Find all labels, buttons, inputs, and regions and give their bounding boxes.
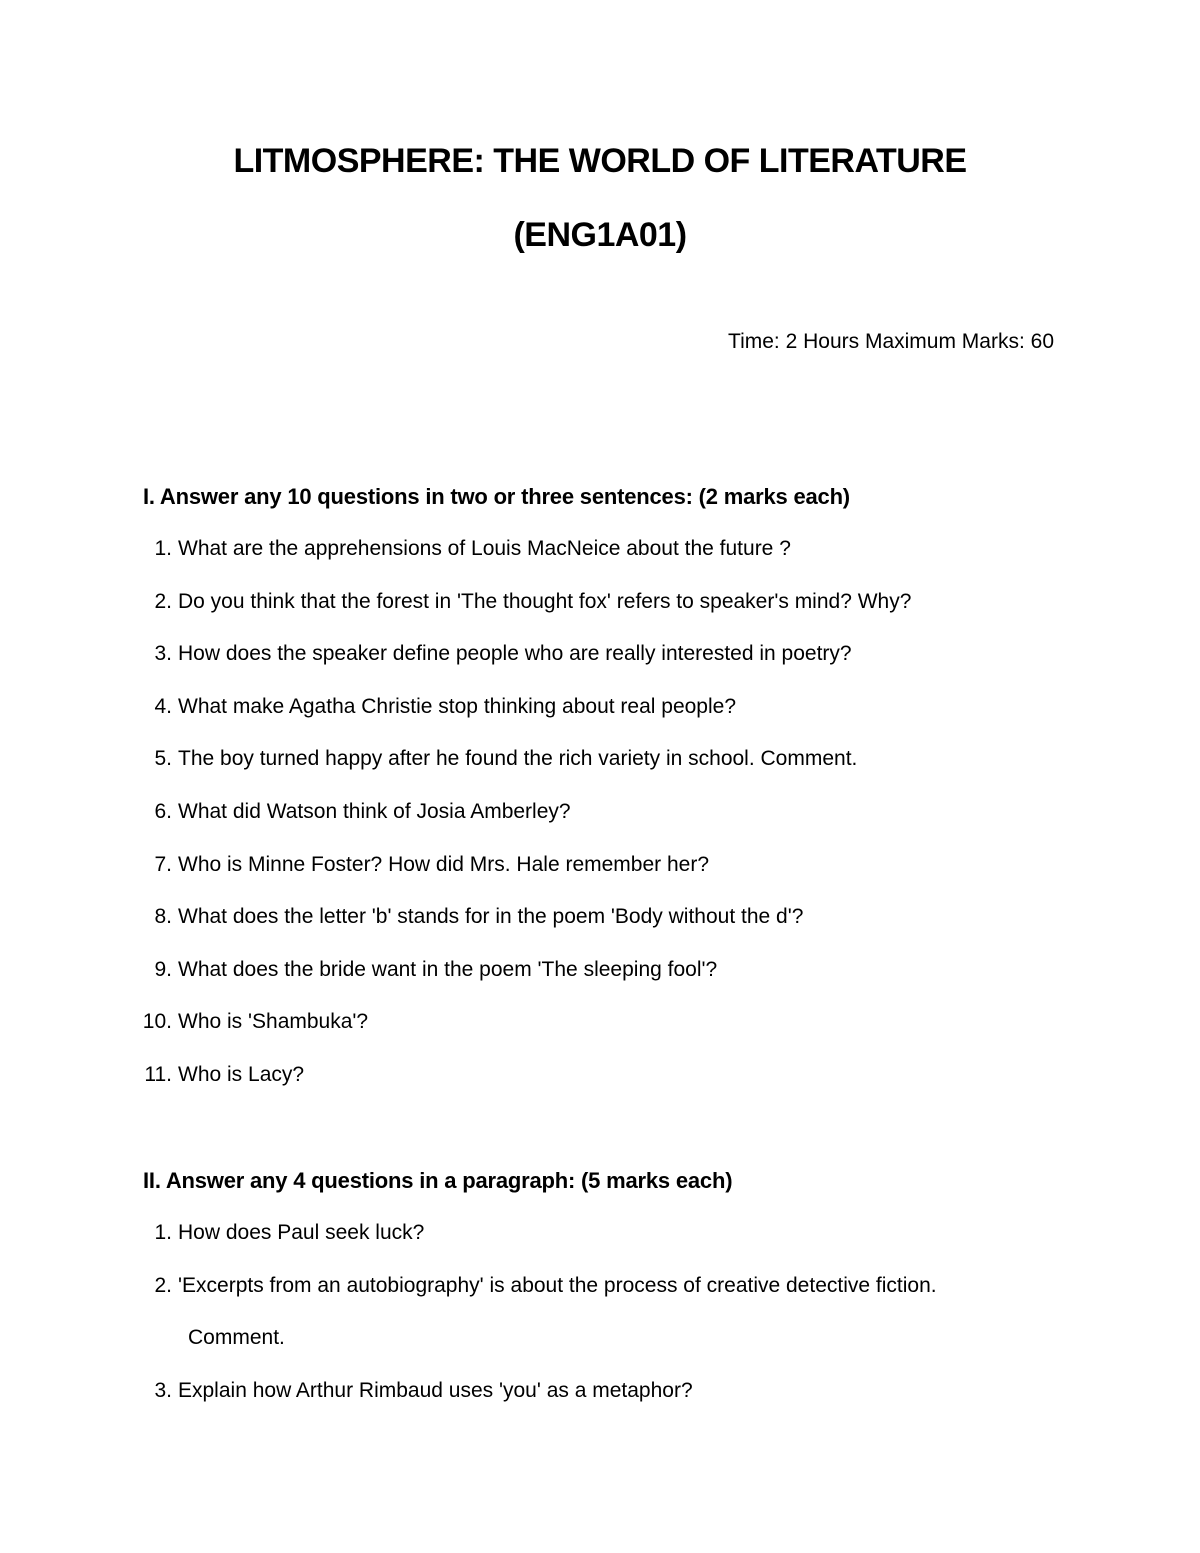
- question-item: [0, 1378, 1200, 1431]
- section-heading: II. Answer any 4 questions in a paragraph: (5 marks each): [143, 1168, 733, 1193]
- question-item: [0, 1009, 1200, 1062]
- question-item: [0, 694, 1200, 747]
- question-text: 'Excerpts from an autobiography' is about the process of creative detective fiction.: [178, 1273, 937, 1297]
- question-number: 5.: [154, 747, 172, 771]
- question-item: [0, 799, 1200, 852]
- question-number: 8.: [154, 905, 172, 929]
- exam-meta: Time: 2 Hours Maximum Marks: 60: [728, 330, 1054, 353]
- question-text: Who is 'Shambuka'?: [178, 1010, 369, 1034]
- document-title: LITMOSPHERE: THE WORLD OF LITERATURE: [233, 142, 967, 180]
- question-item: [0, 957, 1200, 1010]
- question-text: How does the speaker define people who are really interested in poetry?: [178, 642, 852, 666]
- question-number: 3.: [154, 642, 172, 666]
- question-number: 7.: [154, 852, 172, 876]
- question-item: [0, 1273, 1200, 1378]
- question-number: 1.: [154, 1221, 172, 1244]
- question-item: [0, 904, 1200, 957]
- question-number: 11.: [144, 1062, 172, 1086]
- question-item: [0, 536, 1200, 589]
- question-text: The boy turned happy after he found the rich variety in school. Comment.: [178, 747, 858, 771]
- question-number: 1.: [154, 537, 172, 560]
- question-text-continuation: Comment.: [188, 1326, 285, 1350]
- question-list: [0, 1220, 1200, 1430]
- question-text: Explain how Arthur Rimbaud uses 'you' as a metaphor?: [178, 1378, 693, 1402]
- section-heading: I. Answer any 10 questions in two or three sentences: (2 marks each): [143, 484, 850, 509]
- question-text: What does the bride want in the poem 'The sleeping fool'?: [178, 957, 718, 981]
- question-number: 2.: [154, 1273, 172, 1297]
- question-item: [0, 852, 1200, 905]
- question-item: [0, 589, 1200, 642]
- question-list: [0, 536, 1200, 1115]
- question-item: [0, 746, 1200, 799]
- question-number: 9.: [154, 957, 172, 981]
- question-text: Who is Minne Foster? How did Mrs. Hale remember her?: [178, 852, 710, 876]
- question-text: What make Agatha Christie stop thinking about real people?: [178, 694, 737, 718]
- question-item: [0, 1220, 1200, 1273]
- question-item: [0, 641, 1200, 694]
- question-number: 4.: [154, 694, 172, 718]
- question-number: 3.: [154, 1378, 172, 1402]
- question-number: 10.: [142, 1010, 172, 1034]
- question-text: Who is Lacy?: [178, 1062, 305, 1086]
- question-text: What are the apprehensions of Louis MacNeice about the future ?: [178, 537, 791, 560]
- question-number: 2.: [154, 589, 172, 613]
- question-item: [0, 1062, 1200, 1115]
- question-text: What did Watson think of Josia Amberley?: [178, 799, 571, 823]
- question-text: Do you think that the forest in 'The thought fox' refers to speaker's mind? Why?: [178, 589, 912, 613]
- question-text: How does Paul seek luck?: [178, 1221, 425, 1244]
- question-text: What does the letter 'b' stands for in the poem 'Body without the d'?: [178, 905, 804, 929]
- course-code: (ENG1A01): [513, 216, 687, 254]
- question-number: 6.: [154, 799, 172, 823]
